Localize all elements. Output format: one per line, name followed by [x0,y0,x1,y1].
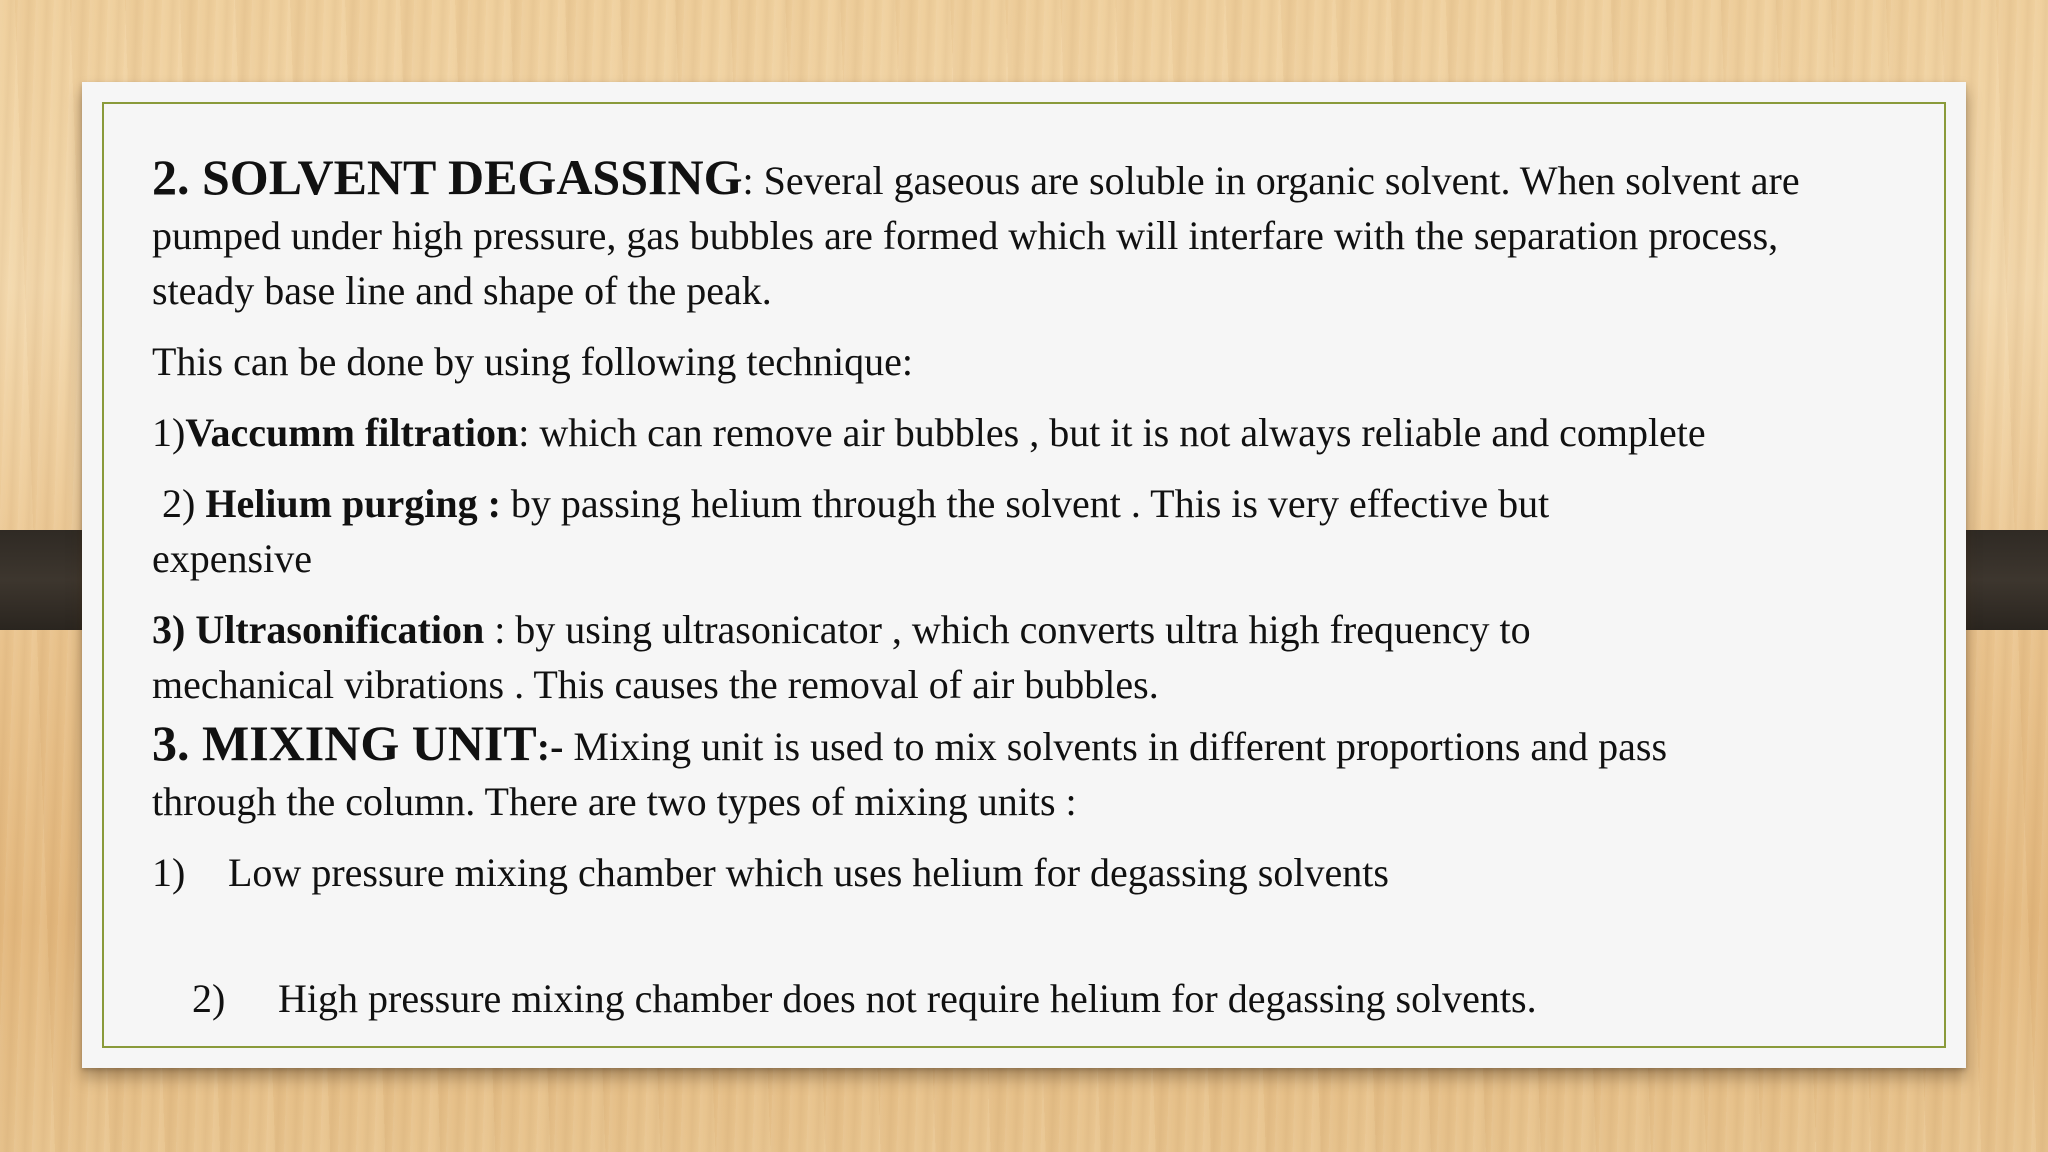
technique-item-prefix: 1) [152,410,186,455]
technique-item-term: Helium purging : [205,481,501,526]
technique-item-term: 3) Ultrasonification [152,607,485,652]
solvent-degassing-intro: : Several gaseous are soluble in organic solvent. When solvent are pumped under high pressure, gas bubbles are formed which will interfare with the separation process, steady base line and shape of the peak. [152,158,1800,313]
technique-item-desc: : by using ultrasonicator , which converts ultra high frequency to mechanical vibrations . This causes the removal of air bubbles. [152,607,1531,707]
solvent-degassing-heading: 2. SOLVENT DEGASSING [152,149,743,205]
mixing-unit-heading-suffix: :- [536,724,564,769]
mixing-item-low [152,845,1852,900]
mixing-item-text: High pressure mixing chamber does not require helium for degassing solvents. [268,976,1537,1021]
slide-content [152,150,1852,1081]
mixing-item-high [152,916,1852,1081]
mixing-item-number: 2) [192,976,226,1021]
mixing-unit-paragraph [152,716,1712,829]
mixing-unit-heading: 3. MIXING UNIT [152,715,537,771]
technique-item-term: Vaccumm filtration [185,410,519,455]
technique-item-desc: : which can remove air bubbles , but it is not always reliable and complete [518,410,1706,455]
technique-lead: This can be done by using following technique: [152,339,913,384]
mixing-unit-intro: Mixing unit is used to mix solvents in different proportions and pass through the column. There are two types of mixing units : [152,724,1668,824]
mixing-item-text: Low pressure mixing chamber which uses helium for degassing solvents [228,850,1389,895]
technique-item-helium [152,476,1712,586]
technique-item-prefix: 2) [152,481,206,526]
technique-item-desc: by passing helium through the solvent . This is very effective but expensive [152,481,1560,581]
mixing-item-number: 1) [152,850,186,895]
solvent-degassing-paragraph [152,150,1852,318]
technique-item-ultrasonification [152,602,1712,712]
technique-item-vacuum [152,405,1852,460]
